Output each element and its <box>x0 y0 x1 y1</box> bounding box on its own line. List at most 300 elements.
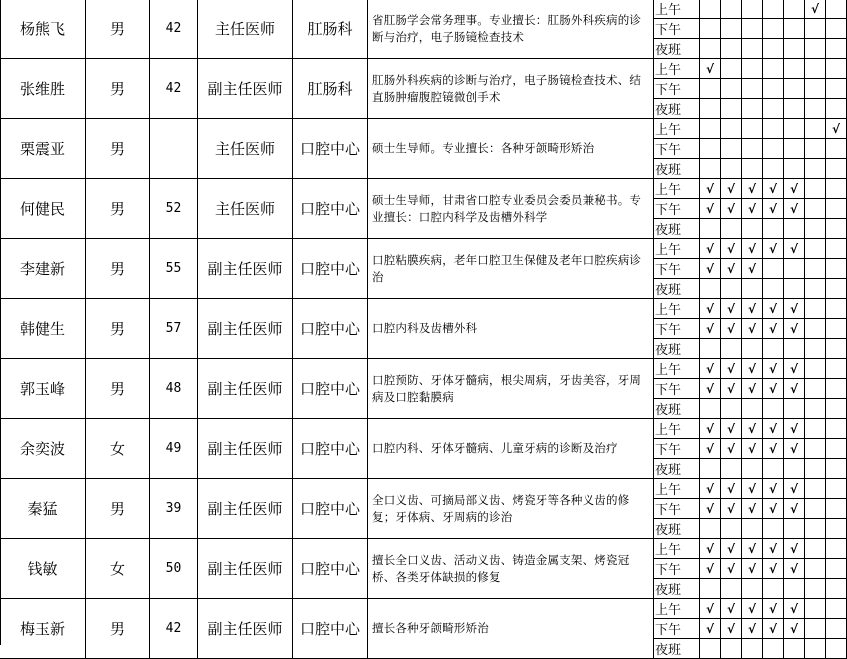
doctor-dept-text: 口腔中心 <box>299 260 360 278</box>
check-mark-icon-text: √ <box>747 601 756 616</box>
schedule-cell <box>742 219 763 239</box>
check-mark-icon <box>700 319 721 339</box>
schedule-cell <box>700 119 721 139</box>
schedule-cell <box>805 159 826 179</box>
check-mark-icon <box>742 319 763 339</box>
doctor-name <box>0 299 86 359</box>
schedule-cell <box>742 79 763 99</box>
check-mark-icon <box>763 379 784 399</box>
doctor-name <box>0 119 86 179</box>
check-mark-icon <box>721 379 742 399</box>
check-mark-icon-text: √ <box>705 261 714 276</box>
check-mark-icon <box>742 239 763 259</box>
check-mark-icon <box>742 439 763 459</box>
check-mark-icon <box>742 619 763 639</box>
doctor-age-text: 52 <box>165 201 182 216</box>
check-mark-icon-text: √ <box>768 181 777 196</box>
check-mark-icon-text: √ <box>705 181 714 196</box>
doctor-specialty-text: 擅长各种牙颌畸形矫治 <box>372 621 489 635</box>
check-mark-icon-text: √ <box>747 321 756 336</box>
schedule-cell <box>805 559 826 579</box>
doctor-dept <box>293 479 368 539</box>
slot-label-text: 夜班 <box>655 403 682 418</box>
doctor-specialty <box>368 359 654 419</box>
doctor-title-text: 副主任医师 <box>207 560 283 578</box>
schedule-cell <box>700 0 721 19</box>
doctor-specialty-text: 口腔内科、牙体牙髓病、儿童牙病的诊断及治疗 <box>372 441 618 455</box>
schedule-cell <box>805 379 826 399</box>
doctor-dept <box>293 539 368 599</box>
check-mark-icon <box>826 119 847 139</box>
schedule-cell <box>805 99 826 119</box>
doctor-age <box>150 599 198 659</box>
slot-label <box>654 99 700 119</box>
slot-label <box>654 219 700 239</box>
doctor-specialty-text: 口腔粘膜疾病，老年口腔卫生保健及老年口腔疾病诊治 <box>372 252 642 284</box>
doctor-sex <box>86 119 150 179</box>
check-mark-icon-text: √ <box>705 441 714 456</box>
schedule-cell <box>742 139 763 159</box>
slot-label <box>654 599 700 619</box>
doctor-specialty <box>368 239 654 299</box>
doctor-name-text: 杨熊飞 <box>19 20 65 38</box>
check-mark-icon-text: √ <box>705 361 714 376</box>
doctor-age-text: 57 <box>165 321 182 336</box>
check-mark-icon <box>742 359 763 379</box>
check-mark-icon-text: √ <box>705 201 714 216</box>
check-mark-icon <box>742 299 763 319</box>
schedule-cell <box>805 519 826 539</box>
check-mark-icon-text: √ <box>789 441 798 456</box>
doctor-sex <box>86 539 150 599</box>
schedule-cell <box>805 19 826 39</box>
schedule-cell <box>700 159 721 179</box>
check-mark-icon-text: √ <box>747 441 756 456</box>
slot-label <box>654 479 700 499</box>
check-mark-icon-text: √ <box>768 361 777 376</box>
doctor-name <box>0 239 86 299</box>
schedule-cell <box>742 519 763 539</box>
check-mark-icon-text: √ <box>747 621 756 636</box>
schedule-cell <box>826 339 847 359</box>
schedule-cell <box>700 219 721 239</box>
schedule-cell <box>826 239 847 259</box>
check-mark-icon-text: √ <box>789 421 798 436</box>
schedule-cell <box>784 519 805 539</box>
check-mark-icon <box>700 539 721 559</box>
slot-label-text: 夜班 <box>655 583 682 598</box>
schedule-cell <box>826 199 847 219</box>
check-mark-icon <box>700 299 721 319</box>
schedule-cell <box>763 59 784 79</box>
schedule-cell <box>763 99 784 119</box>
check-mark-icon <box>763 179 784 199</box>
check-mark-icon-text: √ <box>768 561 777 576</box>
schedule-cell <box>763 639 784 659</box>
doctor-title <box>198 119 293 179</box>
check-mark-icon <box>763 299 784 319</box>
schedule-cell <box>826 499 847 519</box>
check-mark-icon-text: √ <box>747 261 756 276</box>
doctor-specialty <box>368 59 654 119</box>
doctor-name <box>0 419 86 479</box>
schedule-cell <box>805 459 826 479</box>
schedule-cell <box>805 39 826 59</box>
slot-label <box>654 439 700 459</box>
check-mark-icon-text: √ <box>768 301 777 316</box>
slot-label-text: 上午 <box>655 363 682 378</box>
check-mark-icon-text: √ <box>705 241 714 256</box>
slot-label <box>654 339 700 359</box>
slot-label <box>654 319 700 339</box>
schedule-cell <box>826 379 847 399</box>
check-mark-icon-text: √ <box>726 561 735 576</box>
doctor-sex <box>86 359 150 419</box>
check-mark-icon <box>805 0 826 19</box>
check-mark-icon <box>721 619 742 639</box>
schedule-cell <box>826 359 847 379</box>
check-mark-icon-text: √ <box>705 381 714 396</box>
doctor-specialty-text: 擅长全口义齿、活动义齿、铸造金属支架、烤瓷冠桥、各类牙体缺损的修复 <box>372 552 630 584</box>
check-mark-icon <box>721 239 742 259</box>
schedule-cell <box>763 459 784 479</box>
check-mark-icon <box>721 499 742 519</box>
doctor-title <box>198 239 293 299</box>
check-mark-icon-text: √ <box>726 241 735 256</box>
schedule-cell <box>700 459 721 479</box>
check-mark-icon-text: √ <box>705 481 714 496</box>
schedule-cell <box>784 59 805 79</box>
schedule-cell <box>721 279 742 299</box>
check-mark-icon-text: √ <box>747 301 756 316</box>
check-mark-icon-text: √ <box>747 501 756 516</box>
schedule-cell <box>805 79 826 99</box>
doctor-age <box>150 539 198 599</box>
schedule-cell <box>826 419 847 439</box>
doctor-specialty <box>368 0 654 59</box>
check-mark-icon <box>742 199 763 219</box>
schedule-cell <box>721 639 742 659</box>
slot-label <box>654 399 700 419</box>
doctor-age-text: 42 <box>165 21 182 36</box>
doctor-dept <box>293 179 368 239</box>
doctor-title-text: 副主任医师 <box>207 320 283 338</box>
check-mark-icon <box>700 619 721 639</box>
doctor-specialty <box>368 599 654 659</box>
slot-label-text: 上午 <box>655 183 682 198</box>
slot-label <box>654 79 700 99</box>
check-mark-icon-text: √ <box>789 541 798 556</box>
check-mark-icon <box>721 179 742 199</box>
slot-label-text: 夜班 <box>655 283 682 298</box>
doctor-title <box>198 179 293 239</box>
check-mark-icon <box>763 479 784 499</box>
doctor-age <box>150 419 198 479</box>
check-mark-icon <box>784 199 805 219</box>
doctor-sex <box>86 299 150 359</box>
doctor-specialty-text: 肛肠外科疾病的诊断与治疗，电子肠镜检查技术、结直肠肿瘤腹腔镜微创手术 <box>372 72 642 104</box>
check-mark-icon <box>742 179 763 199</box>
check-mark-icon-text: √ <box>768 441 777 456</box>
check-mark-icon-text: √ <box>768 601 777 616</box>
check-mark-icon <box>763 359 784 379</box>
doctor-specialty <box>368 299 654 359</box>
doctor-dept-text: 口腔中心 <box>299 380 360 398</box>
doctor-sex <box>86 479 150 539</box>
slot-label-text: 上午 <box>655 483 682 498</box>
check-mark-icon <box>784 379 805 399</box>
check-mark-icon <box>784 299 805 319</box>
schedule-cell <box>805 479 826 499</box>
doctor-specialty <box>368 479 654 539</box>
schedule-cell <box>700 139 721 159</box>
slot-label <box>654 459 700 479</box>
check-mark-icon-text: √ <box>705 421 714 436</box>
doctor-dept <box>293 239 368 299</box>
schedule-cell <box>805 439 826 459</box>
schedule-cell <box>826 399 847 419</box>
check-mark-icon <box>784 419 805 439</box>
schedule-cell <box>700 519 721 539</box>
doctor-sex-text: 男 <box>109 620 125 638</box>
check-mark-icon-text: √ <box>789 621 798 636</box>
check-mark-icon <box>700 419 721 439</box>
schedule-cell <box>700 339 721 359</box>
doctor-name <box>0 179 86 239</box>
schedule-cell <box>805 339 826 359</box>
schedule-cell <box>826 319 847 339</box>
check-mark-icon-text: √ <box>705 321 714 336</box>
doctor-specialty-text: 口腔预防、牙体牙髓病，根尖周病，牙齿美容，牙周病及口腔黏膜病 <box>372 372 642 404</box>
doctor-age-text: 42 <box>165 621 182 636</box>
check-mark-icon <box>784 619 805 639</box>
slot-label-text: 下午 <box>655 23 682 38</box>
schedule-cell <box>784 579 805 599</box>
check-mark-icon-text: √ <box>747 381 756 396</box>
schedule-cell <box>805 139 826 159</box>
check-mark-icon <box>784 319 805 339</box>
schedule-cell <box>826 59 847 79</box>
check-mark-icon-text: √ <box>789 301 798 316</box>
doctor-title-text: 副主任医师 <box>207 440 283 458</box>
check-mark-icon <box>721 359 742 379</box>
schedule-cell <box>721 119 742 139</box>
check-mark-icon-text: √ <box>789 381 798 396</box>
schedule-cell <box>742 339 763 359</box>
doctor-specialty <box>368 119 654 179</box>
check-mark-icon <box>742 379 763 399</box>
schedule-cell <box>742 279 763 299</box>
doctor-specialty-text: 硕士生导师。专业擅长：各种牙颌畸形矫治 <box>372 141 595 155</box>
check-mark-icon-text: √ <box>726 301 735 316</box>
check-mark-icon-text: √ <box>705 621 714 636</box>
schedule-cell <box>826 579 847 599</box>
doctor-age <box>150 239 198 299</box>
schedule-cell <box>742 159 763 179</box>
slot-label <box>654 139 700 159</box>
slot-label-text: 下午 <box>655 323 682 338</box>
check-mark-icon <box>721 259 742 279</box>
check-mark-icon <box>700 239 721 259</box>
schedule-cell <box>763 219 784 239</box>
doctor-dept-text: 口腔中心 <box>299 140 360 158</box>
schedule-cell <box>700 579 721 599</box>
check-mark-icon-text: √ <box>705 301 714 316</box>
slot-label-text: 夜班 <box>655 463 682 478</box>
check-mark-icon-text: √ <box>726 481 735 496</box>
slot-label <box>654 559 700 579</box>
slot-label <box>654 279 700 299</box>
doctor-title <box>198 299 293 359</box>
check-mark-icon-text: √ <box>726 201 735 216</box>
check-mark-icon <box>784 539 805 559</box>
doctor-age <box>150 119 198 179</box>
schedule-cell <box>721 519 742 539</box>
doctor-title <box>198 539 293 599</box>
slot-label-text: 夜班 <box>655 643 682 658</box>
schedule-cell <box>826 139 847 159</box>
slot-label <box>654 579 700 599</box>
check-mark-icon-text: √ <box>726 541 735 556</box>
check-mark-icon-text: √ <box>768 201 777 216</box>
schedule-cell <box>784 459 805 479</box>
doctor-sex <box>86 239 150 299</box>
schedule-cell <box>763 279 784 299</box>
slot-label-text: 下午 <box>655 443 682 458</box>
schedule-cell <box>826 519 847 539</box>
doctor-age <box>150 359 198 419</box>
check-mark-icon <box>784 239 805 259</box>
doctor-specialty-text: 硕士生导师，甘肃省口腔专业委员会委员兼秘书。专业擅长：口腔内科学及齿槽外科学 <box>372 192 642 224</box>
schedule-cell <box>700 19 721 39</box>
check-mark-icon-text: √ <box>705 501 714 516</box>
check-mark-icon <box>742 599 763 619</box>
check-mark-icon-text: √ <box>768 621 777 636</box>
check-mark-icon <box>763 439 784 459</box>
schedule-cell <box>805 259 826 279</box>
doctor-dept <box>293 419 368 479</box>
schedule-cell <box>763 579 784 599</box>
schedule-cell <box>784 339 805 359</box>
check-mark-icon <box>763 599 784 619</box>
schedule-cell <box>742 99 763 119</box>
doctor-sex <box>86 59 150 119</box>
schedule-cell <box>742 119 763 139</box>
check-mark-icon <box>742 559 763 579</box>
schedule-cell <box>763 139 784 159</box>
check-mark-icon-text: √ <box>726 181 735 196</box>
check-mark-icon-text: √ <box>726 501 735 516</box>
schedule-cell <box>763 19 784 39</box>
check-mark-icon <box>763 619 784 639</box>
doctor-sex <box>86 599 150 659</box>
doctor-specialty <box>368 179 654 239</box>
doctor-name <box>0 59 86 119</box>
doctor-dept-text: 口腔中心 <box>299 560 360 578</box>
schedule-cell <box>826 599 847 619</box>
doctor-age-text: 55 <box>165 261 182 276</box>
doctor-title-text: 副主任医师 <box>207 500 283 518</box>
slot-label <box>654 59 700 79</box>
check-mark-icon-text: √ <box>726 361 735 376</box>
slot-label-text: 下午 <box>655 263 682 278</box>
check-mark-icon <box>721 439 742 459</box>
doctor-specialty-text: 口腔内科及齿槽外科 <box>372 321 478 335</box>
schedule-cell <box>721 59 742 79</box>
slot-label <box>654 379 700 399</box>
slot-label-text: 上午 <box>655 63 682 78</box>
doctor-name-text: 何健民 <box>19 200 65 218</box>
doctor-age <box>150 299 198 359</box>
check-mark-icon-text: √ <box>747 561 756 576</box>
schedule-cell <box>805 179 826 199</box>
schedule-cell <box>826 439 847 459</box>
schedule-cell <box>784 99 805 119</box>
doctor-name-text: 李建新 <box>19 260 65 278</box>
doctor-dept-text: 口腔中心 <box>299 320 360 338</box>
check-mark-icon-text: √ <box>747 201 756 216</box>
doctor-age-text: 48 <box>165 381 182 396</box>
schedule-cell <box>784 79 805 99</box>
schedule-cell <box>805 539 826 559</box>
doctor-name-text: 郭玉峰 <box>19 380 65 398</box>
check-mark-icon-text: √ <box>789 481 798 496</box>
slot-label <box>654 199 700 219</box>
schedule-cell <box>826 19 847 39</box>
doctor-sex-text: 男 <box>109 80 125 98</box>
check-mark-icon-text: √ <box>789 321 798 336</box>
check-mark-icon-text: √ <box>747 481 756 496</box>
slot-label <box>654 0 700 19</box>
doctor-title-text: 副主任医师 <box>207 260 283 278</box>
check-mark-icon-text: √ <box>810 1 819 16</box>
schedule-cell <box>721 219 742 239</box>
slot-label-text: 下午 <box>655 623 682 638</box>
doctor-name-text: 张维胜 <box>19 80 65 98</box>
schedule-cell <box>721 139 742 159</box>
doctor-dept-text: 口腔中心 <box>299 440 360 458</box>
slot-label-text: 下午 <box>655 563 682 578</box>
schedule-cell <box>763 159 784 179</box>
schedule-cell <box>700 99 721 119</box>
schedule-cell <box>742 399 763 419</box>
doctor-title-text: 主任医师 <box>214 200 275 218</box>
check-mark-icon <box>742 259 763 279</box>
doctor-name-text: 梅玉新 <box>19 620 65 638</box>
check-mark-icon <box>742 479 763 499</box>
check-mark-icon <box>763 239 784 259</box>
check-mark-icon-text: √ <box>705 61 714 76</box>
slot-label-text: 夜班 <box>655 523 682 538</box>
doctor-title <box>198 59 293 119</box>
check-mark-icon <box>700 599 721 619</box>
schedule-cell <box>805 599 826 619</box>
schedule-cell <box>700 79 721 99</box>
schedule-cell <box>721 159 742 179</box>
check-mark-icon-text: √ <box>768 321 777 336</box>
doctor-age <box>150 0 198 59</box>
check-mark-icon <box>784 599 805 619</box>
check-mark-icon <box>700 499 721 519</box>
schedule-cell <box>826 539 847 559</box>
check-mark-icon-text: √ <box>705 541 714 556</box>
schedule-cell <box>763 339 784 359</box>
schedule-cell <box>826 0 847 19</box>
check-mark-icon-text: √ <box>726 321 735 336</box>
doctor-title-text: 主任医师 <box>214 140 275 158</box>
doctor-sex-text: 女 <box>109 560 125 578</box>
slot-label <box>654 619 700 639</box>
